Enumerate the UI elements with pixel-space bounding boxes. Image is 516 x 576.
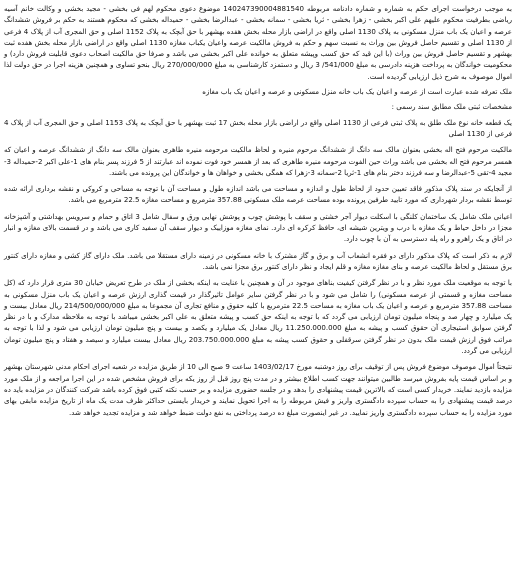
- registration-specs-heading: مشخصات ثبتی ملک مطابق سند رسمی :: [391, 102, 512, 112]
- building-description-paragraph: اعیانی ملک شامل یک ساختمان کلنگی با اسکلت دیوار آجر خشتی و سقف با پوشش چوب و پوشش نهایی ورق و سفال شامل 3 اتاق و حمام و سرویس بهداشتی و آشپزخانه مجزا در داخل حیاط و یک مغازه با درب و ویترین شیشه ای، حافظ کرکره ای دارد. نمای مغازه موزاییک و دیوار سقف آن سفید کاری می باشد و در قسمت بالای مغازه و انبار در اتاق و یک راهرو و راه پله دسترسی به آن با چوب دارد.: [4, 211, 512, 244]
- intro-paragraph: به موجب درخواست اجرای حکم به شماره و شماره دادنامه مربوطه 140247390004881540 موضوع دعوی محکوم لهم فی بخشی - مجید بخشی و وکالت خانم آسیه ریاضی بطرفیت محکوم علیهم علی اکبر بخشی - زهرا بخشی - ثریا بخشی - سمانه بخشی - عبدالرضا بخشی - حمیداله بخشی که محکوم هستند به حکم بر فروش ششدانگ عرصه و اعیان یک باب منزل مسکونی به پلاک 1130 اصلی واقع در اراضی بازار محله بخش هفده بهشهر با حق آبچک به پلاک 1152 اصلی و حق المجری آب از پلاک 4 فرعی از 1130 اصلی و تقسیم حاصل فروش بین وراث به نسبت سهم و حکم به فروش مالکیت عرصه واعیان یکباب مغازه 1130 اصلی واقع در اراضی بازار محله بخش هفده ثبت بهشهر و تقسیم حاصل فروش بین وراث (با این قید که حق کسب وپیشه متعلق به خوانده علی اکبر بخشی می باشد و صرفا حق مالکیت اصحاب دعوی قابلیت فروش دارد) و محکومیت خواندگان به پرداخت هزینه دادرسی به مبلغ 541/000/ 3 ریال و دستمزد کارشناسی به مبلغ 270/000/000 ریال بنحو تساوی و همچنین هزینه اجرا در حق دولت لذا اموال موصوف به شرح ذیل ارزیابی گردیده است.: [4, 4, 513, 81]
- valuation-paragraph: با توجه به موقعیت ملک مورد نظر و با در نظر گرفتن کیفیت بناهای موجود در آن و همچنین با عنایت به اینکه بخشی از ملک در طرح تعریض خیابان 30 متری قرار دارد که (کل مساحت مغازه و قسمتی از عرصه مسکونی) را شامل می شود و با در نظر گرفتن سایر عوامل تاثیرگذار در قیمت گذاری ارزش عرصه و اعیان یک باب منزل مسکونی به مساحت 357.88 مترمربع و عرصه و اعیان یک باب مغازه به مساحت 22.5 مترمربع با کلیه حقوق و منافع تجاری آن مجموعا به مبلغ 214/500/000/000 ریال معادل بیست و یک میلیارد و چهار صد و پنجاه میلیون تومان ارزیابی می گردد که با توجه به اینکه حق کسب و پیشه متعلق به علی اکبر بخشی میباشد با توجه به ملاحظه مدارک و با در نظر گرفتن سوابق استیجاری آن حقوق کسب و پیشه به مبلغ 11.250.000.000 ریال معادل یک میلیارد و یکصد و بیست و پنج میلیون تومان ارزیابی می شود و لذا با توجه به مراتب فوق ارزش قیمت ملک بدون در نظر گرفتن سرقفلی و حقوق کسب پیشه به مبلغ 203.750.000.000 ریال معادل بیست میلیارد و سیصد و هفتاد و پنج میلیون تومان ارزیابی می گردد.: [4, 278, 513, 356]
- utilities-paragraph: لازم به ذکر است که پلاک مذکور دارای دو فقره انشعاب آب و برق و گاز مشترک با خانه مسکونی در زمینه دارای مستقلا می باشد. ملک دارای گاز کشی و مغازه دارای کنتور برق مستقل و لحاظ مالکیت عرصه و بنای مغازه مغازه و قلم ایجاد و نظر دارای کنتور برق مجزا نمی باشد.: [4, 250, 512, 271]
- auction-terms-paragraph: نتیجتاً اموال موصوف موضوع فروش پس از توقیف برای روز دوشنبه مورخ 1403/02/17 ساعت 9 صبح الی 10 از طریق مزایده در شعبه اجرای احکام مدنی شهرستان بهشهر و بر اساس قیمت پایه بفروش میرسد طالبین میتوانند جهت کسب اطلاع بیشتر و در مدت پنج روز قبل از روز یکه برای فروش مشخص شده در این اجرا مراجعه و از ملک مورد مزایده بازدید نمایند. خریدار کسی است که بالاترین قیمت پیشنهادی را بدهد و در جلسه حضوری مزایده و بر حسب نکته کتبی فوق کرده باشد شرکت کنندگان در مزایده باید ده درصد قیمت پیشنهادی را به حساب سپرده دادگستری واریز و فیش مربوطه را به اجرا تحویل نمایند و خریدار بایستی حداکثر ظرف مدت یک ماه از تاریخ مزایده مابقی بهای مورد مزایده را به حساب سپرده دادگستری واریز نمایید. در غیر اینصورت مبلغ ده درصد پرداختی به نفع دولت ضبط خواهد شد و مزایده تجدید خواهد شد.: [4, 362, 513, 417]
- property-subject-line: ملک تعرفه شده عبارت است از عرصه و اعیان یک باب خانه منزل مسکونی و عرصه و اعیان یک باب مغازه: [202, 87, 512, 97]
- ownership-paragraph: مالکیت مرحوم فتح اله بخشی بعنوان مالک سه دانگ از ششدانگ مرحوم منیره و لحاظ مالکیت مرحومه منیره طاهری بعنوان مالک سه دانگ از ششدانگ عرصه و اعیان که همسر مرحوم فتح اله بخشی می باشد وراث حین الفوت مرحومه منیره طاهری که بعد از همسر خود فوت نموده اند عبارتند از 5 فرزند پسر بنام های 1-علی اکبر 2-حمیداله 3-مجید 4-تقی 5-عبدالرضا و سه فرزند دختر بنام های 1-ثریا 2-سمانه 3-زهرا که همگی بخشی و خواهان ها و خواندگان این پرونده می باشند.: [4, 145, 512, 177]
- registration-specs-paragraph: یک قطعه خانه نوع ملک طلق به پلاک ثبتی فرعی از 1130 اصلی واقع در اراضی بازار محله بخش 17 ثبت بهشهر با حق آبچک به پلاک 1153 اصلی و حق المجری آب از پلاک 4 فرعی از 1130 اصلی: [4, 117, 512, 138]
- measurements-paragraph: از آنجایکه در سند پلاک مذکور فاقد تعیین حدود از لحاظ طول و اندازه و مساحت می باشد اندازه طول و مساحت آن با توجه به مساحی و کروکی و نقشه برداری ارائه شده توسط نقشه بردار شهرداری که مورد تایید طرفین پرونده بوده مساحت عرصه ملک مسکونی 357.88 مترمربع و مساحت مغازه 22.5 مترمربع می باشد.: [4, 184, 512, 205]
